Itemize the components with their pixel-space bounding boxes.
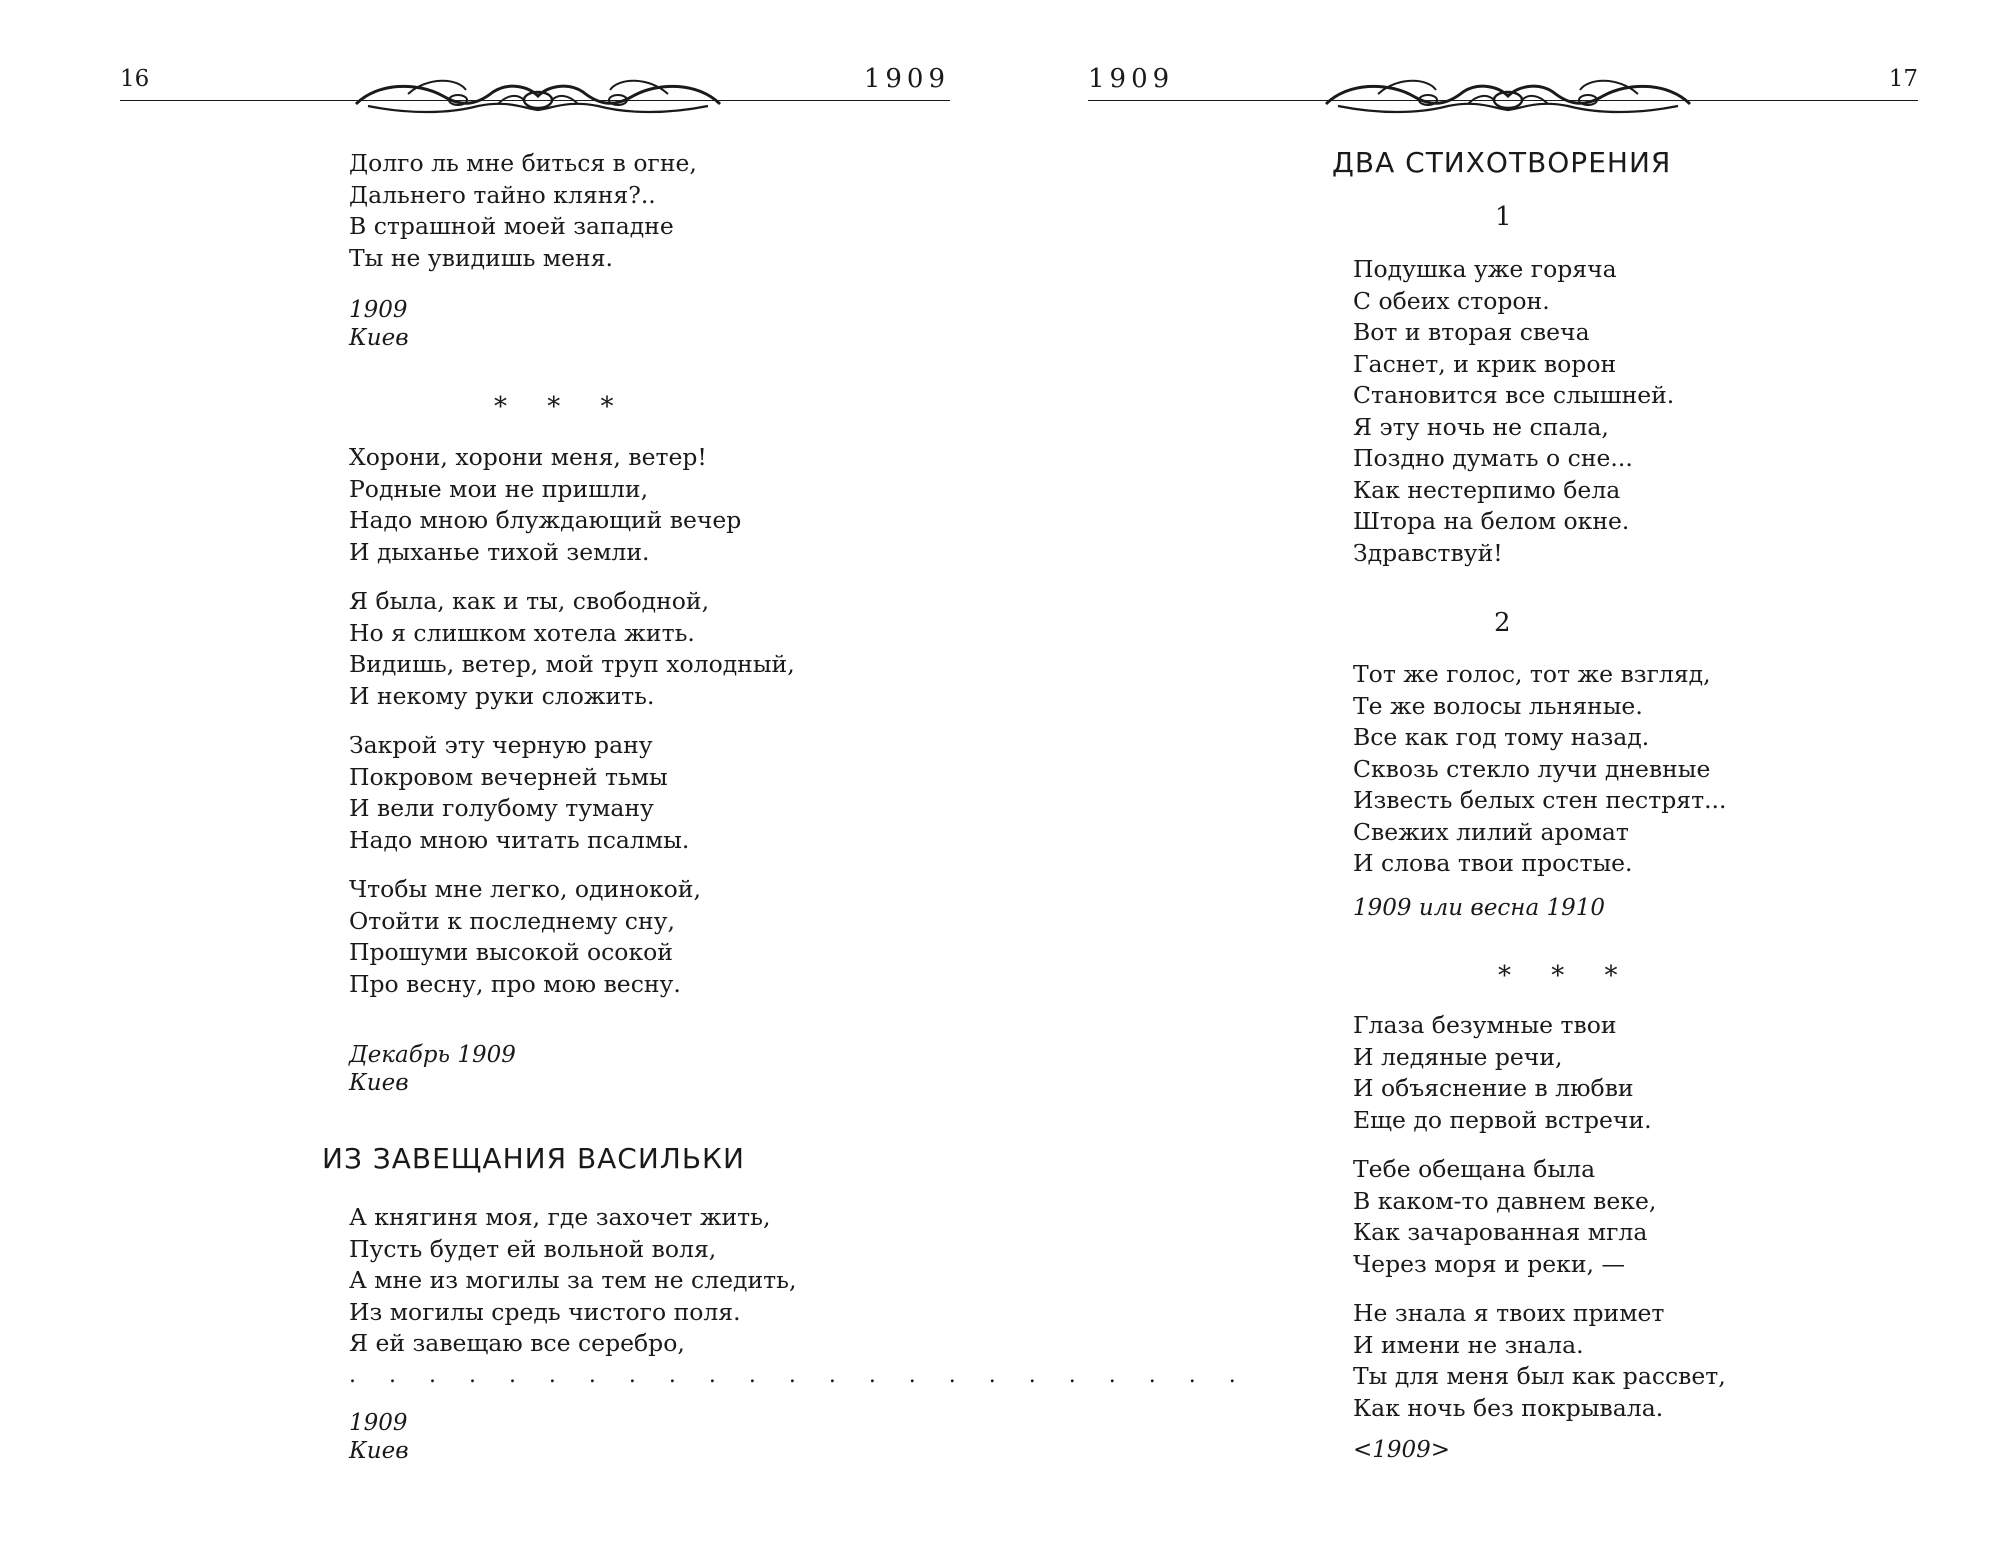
- verse-line: Подушка уже горяча: [1353, 255, 1617, 283]
- verse-line: Как ночь без покрывала.: [1353, 1393, 1664, 1422]
- page-header: [120, 62, 950, 112]
- stanza: [1353, 1010, 1726, 1136]
- verse-line: Пусть будет ей вольной воля,: [349, 1234, 717, 1263]
- date-place: Киев: [349, 325, 409, 351]
- page-number: 16: [116, 66, 153, 92]
- page-header: [1088, 62, 1918, 112]
- date-year: 1909: [349, 1410, 408, 1436]
- verse-line: Я была, как и ты, свободной,: [349, 587, 710, 615]
- stanza: [349, 874, 795, 1000]
- verse-line: Покровом вечерней тьмы: [349, 762, 668, 791]
- verse-line: Сквозь стекло лучи дневные: [1353, 754, 1711, 783]
- verse-line: Штора на белом окне.: [1353, 507, 1630, 535]
- verse-line: Я ей завещаю все серебро,: [349, 1329, 685, 1357]
- ellipsis-dots: . . . . . . . . . . . . . . . . . . . . . . .: [349, 1362, 1249, 1388]
- header-year: 1909: [863, 64, 950, 94]
- verse-line: И имени не знала.: [1353, 1330, 1584, 1359]
- verse-line: Закрой эту черную рану: [349, 731, 653, 759]
- verse-line: Из могилы средь чистого поля.: [349, 1297, 741, 1326]
- poem-title: ИЗ ЗАВЕЩАНИЯ ВАСИЛЬКИ: [322, 1142, 745, 1175]
- stanza: [349, 730, 795, 856]
- ornament-icon: [1298, 74, 1718, 118]
- verse-line: Вот и вторая свеча: [1353, 318, 1590, 346]
- verse-line: Все как год тому назад.: [1353, 723, 1650, 751]
- verse-line: Прошуми высокой осокой: [349, 938, 673, 966]
- verse-line: И дыханье тихой земли.: [349, 537, 650, 566]
- ornament-icon: [328, 74, 748, 118]
- poem-ending: [349, 148, 697, 274]
- date-year: 1909: [349, 297, 408, 323]
- poem-number: 2: [1494, 608, 1511, 638]
- verse-line: Как нестерпимо бела: [1353, 475, 1621, 504]
- verse-line: В страшной моей западне: [349, 212, 674, 240]
- verse-line: Чтобы мне легко, одинокой,: [349, 875, 701, 903]
- date-year: Декабрь 1909: [349, 1042, 516, 1068]
- verse-line: И ледяные речи,: [1353, 1042, 1563, 1071]
- asterism: * * *: [494, 392, 630, 422]
- verse-line: И некому руки сложить.: [349, 681, 655, 710]
- poem-2: [1353, 659, 1727, 880]
- verse-line: Но я слишком хотела жить.: [349, 618, 695, 647]
- poem-title: ДВА СТИХОТВОРЕНИЯ: [1332, 146, 1672, 179]
- verse-line: Дальнего тайно кляня?..: [349, 180, 656, 209]
- verse-line: Про весну, про мою весну.: [349, 969, 681, 998]
- verse-line: Родные мои не пришли,: [349, 474, 649, 503]
- verse-line: И вели голубому туману: [349, 794, 654, 822]
- poem-date: 1909 или весна 1910: [1353, 895, 1606, 921]
- verse-line: Долго ль мне биться в огне,: [349, 149, 697, 177]
- verse-line: Гаснет, и крик ворон: [1353, 349, 1617, 378]
- verse-line: Видишь, ветер, мой труп холодный,: [349, 650, 795, 678]
- verse-line: Надо мною читать псалмы.: [349, 825, 690, 854]
- stanza: [1353, 1298, 1726, 1424]
- verse-line: Становится все слышней.: [1353, 381, 1675, 409]
- verse-line: С обеих сторон.: [1353, 286, 1550, 315]
- stanza: [349, 586, 795, 712]
- verse-line: Здравствуй!: [1353, 538, 1503, 567]
- asterism: * * *: [1498, 961, 1634, 991]
- verse-line: Не знала я твоих примет: [1353, 1299, 1665, 1327]
- verse-line: Хорони, хорони меня, ветер!: [349, 443, 707, 471]
- verse-line: Тебе обещана была: [1353, 1155, 1596, 1183]
- poem-date: [349, 1409, 409, 1465]
- date-place: Киев: [349, 1438, 409, 1464]
- verse-line: Известь белых стен пестрят...: [1353, 786, 1727, 814]
- poem-date: [349, 296, 409, 352]
- header-year: 1909: [1088, 64, 1175, 94]
- verse-line: А княгиня моя, где захочет жить,: [349, 1203, 771, 1231]
- date-place: Киев: [349, 1070, 409, 1096]
- poem-1: [1353, 254, 1674, 569]
- poem-khoroni: [349, 442, 795, 1018]
- poem-glaza: [1353, 1010, 1726, 1442]
- verse-line: В каком-то давнем веке,: [1353, 1186, 1657, 1215]
- verse-line: Поздно думать о сне...: [1353, 444, 1633, 472]
- verse-line: Через моря и реки, —: [1353, 1249, 1625, 1278]
- right-page: [1000, 0, 2000, 1549]
- verse-line: Ты для меня был как рассвет,: [1353, 1362, 1726, 1390]
- verse-line: Глаза безумные твои: [1353, 1011, 1617, 1039]
- verse-line: Как зачарованная мгла: [1353, 1218, 1648, 1246]
- verse-line: Я эту ночь не спала,: [1353, 412, 1609, 441]
- verse-line: И объяснение в любви: [1353, 1074, 1634, 1102]
- verse-line: И слова твои простые.: [1353, 849, 1633, 877]
- verse-line: Тот же голос, тот же взгляд,: [1353, 660, 1711, 688]
- verse-line: Еще до первой встречи.: [1353, 1105, 1652, 1134]
- verse-line: Свежих лилий аромат: [1353, 817, 1629, 846]
- page-number: 17: [1885, 66, 1922, 92]
- verse-line: Те же волосы льняные.: [1353, 691, 1643, 720]
- stanza: [349, 442, 795, 568]
- stanza: [1353, 1154, 1726, 1280]
- verse-line: Отойти к последнему сну,: [349, 906, 675, 935]
- poem-number: 1: [1495, 202, 1512, 232]
- verse-line: Ты не увидишь меня.: [349, 243, 613, 272]
- verse-line: А мне из могилы за тем не следить,: [349, 1266, 797, 1294]
- verse-line: Надо мною блуждающий вечер: [349, 506, 742, 534]
- poem-date: <1909>: [1353, 1437, 1451, 1463]
- poem-date: [349, 1041, 516, 1097]
